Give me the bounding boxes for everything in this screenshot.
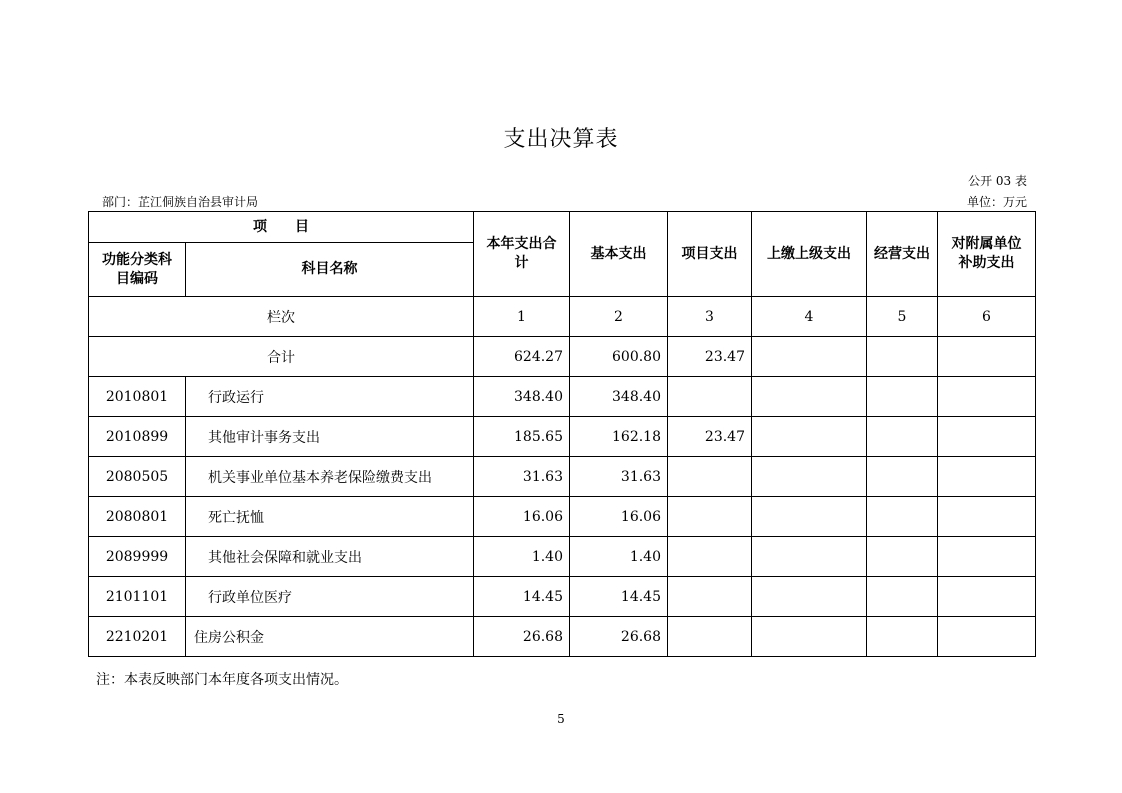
row-project bbox=[668, 617, 752, 657]
row-project bbox=[668, 377, 752, 417]
empty-cell bbox=[867, 337, 938, 377]
header-code: 功能分类科目编码 bbox=[89, 243, 186, 297]
header-basic: 基本支出 bbox=[570, 212, 668, 297]
row-name: 住房公积金 bbox=[186, 617, 474, 657]
header-project: 项目支出 bbox=[668, 212, 752, 297]
row-total: 16.06 bbox=[474, 497, 570, 537]
table-row bbox=[89, 417, 1036, 457]
row-code: 2089999 bbox=[89, 537, 186, 577]
empty-cell bbox=[938, 377, 1036, 417]
header-business: 经营支出 bbox=[867, 212, 938, 297]
total-project: 23.47 bbox=[668, 337, 752, 377]
form-number: 公开 03 表 bbox=[968, 174, 1027, 188]
column-index-cell: 5 bbox=[867, 297, 938, 337]
row-name: 死亡抚恤 bbox=[186, 497, 474, 537]
empty-cell bbox=[752, 537, 867, 577]
row-total: 1.40 bbox=[474, 537, 570, 577]
unit-label: 单位：万元 bbox=[966, 195, 1027, 209]
row-code: 2080801 bbox=[89, 497, 186, 537]
empty-cell bbox=[867, 537, 938, 577]
empty-cell bbox=[867, 457, 938, 497]
empty-cell bbox=[752, 377, 867, 417]
row-basic: 16.06 bbox=[570, 497, 668, 537]
table-row bbox=[89, 537, 1036, 577]
total-label: 合计 bbox=[89, 337, 474, 377]
table-note: 注：本表反映部门本年度各项支出情况。 bbox=[96, 672, 348, 688]
column-index-cell: 4 bbox=[752, 297, 867, 337]
row-basic: 14.45 bbox=[570, 577, 668, 617]
table-row bbox=[89, 577, 1036, 617]
empty-cell bbox=[938, 617, 1036, 657]
page-number: 5 bbox=[557, 712, 565, 726]
row-basic: 31.63 bbox=[570, 457, 668, 497]
row-project bbox=[668, 457, 752, 497]
department-label: 部门：芷江侗族自治县审计局 bbox=[102, 195, 259, 209]
row-code: 2010899 bbox=[89, 417, 186, 457]
empty-cell bbox=[938, 457, 1036, 497]
header-total: 本年支出合计 bbox=[474, 212, 570, 297]
row-code: 2101101 bbox=[89, 577, 186, 617]
empty-cell bbox=[867, 497, 938, 537]
row-code: 2010801 bbox=[89, 377, 186, 417]
column-index-cell: 6 bbox=[938, 297, 1036, 337]
header-name: 科目名称 bbox=[186, 243, 474, 297]
empty-cell bbox=[867, 577, 938, 617]
row-name: 其他审计事务支出 bbox=[186, 417, 474, 457]
column-index-cell: 1 bbox=[474, 297, 570, 337]
total-row bbox=[89, 337, 1036, 377]
row-basic: 1.40 bbox=[570, 537, 668, 577]
column-index-label: 栏次 bbox=[89, 297, 474, 337]
expenditure-table bbox=[88, 211, 1036, 657]
row-total: 31.63 bbox=[474, 457, 570, 497]
row-basic: 162.18 bbox=[570, 417, 668, 457]
empty-cell bbox=[752, 337, 867, 377]
empty-cell bbox=[752, 577, 867, 617]
row-name: 其他社会保障和就业支出 bbox=[186, 537, 474, 577]
empty-cell bbox=[938, 537, 1036, 577]
column-index-cell: 3 bbox=[668, 297, 752, 337]
row-total: 26.68 bbox=[474, 617, 570, 657]
empty-cell bbox=[938, 497, 1036, 537]
empty-cell bbox=[938, 417, 1036, 457]
table-row bbox=[89, 457, 1036, 497]
empty-cell bbox=[867, 617, 938, 657]
row-code: 2080505 bbox=[89, 457, 186, 497]
empty-cell bbox=[938, 577, 1036, 617]
header-item: 项 目 bbox=[89, 212, 474, 243]
total-basic: 600.80 bbox=[570, 337, 668, 377]
empty-cell bbox=[752, 417, 867, 457]
empty-cell bbox=[752, 457, 867, 497]
page-title: 支出决算表 bbox=[503, 127, 619, 152]
row-name: 行政运行 bbox=[186, 377, 474, 417]
empty-cell bbox=[752, 497, 867, 537]
table-row bbox=[89, 617, 1036, 657]
row-code: 2210201 bbox=[89, 617, 186, 657]
column-index-cell: 2 bbox=[570, 297, 668, 337]
table-row bbox=[89, 377, 1036, 417]
header-upper: 上缴上级支出 bbox=[752, 212, 867, 297]
row-project bbox=[668, 577, 752, 617]
row-basic: 26.68 bbox=[570, 617, 668, 657]
row-total: 185.65 bbox=[474, 417, 570, 457]
row-project bbox=[668, 497, 752, 537]
row-project bbox=[668, 537, 752, 577]
header-subsidiary: 对附属单位补助支出 bbox=[938, 212, 1036, 297]
row-name: 机关事业单位基本养老保险缴费支出 bbox=[186, 457, 474, 497]
empty-cell bbox=[752, 617, 867, 657]
row-total: 14.45 bbox=[474, 577, 570, 617]
row-project: 23.47 bbox=[668, 417, 752, 457]
row-name: 行政单位医疗 bbox=[186, 577, 474, 617]
table-row bbox=[89, 497, 1036, 537]
empty-cell bbox=[867, 417, 938, 457]
empty-cell bbox=[867, 377, 938, 417]
total-amount: 624.27 bbox=[474, 337, 570, 377]
empty-cell bbox=[938, 337, 1036, 377]
row-basic: 348.40 bbox=[570, 377, 668, 417]
row-total: 348.40 bbox=[474, 377, 570, 417]
